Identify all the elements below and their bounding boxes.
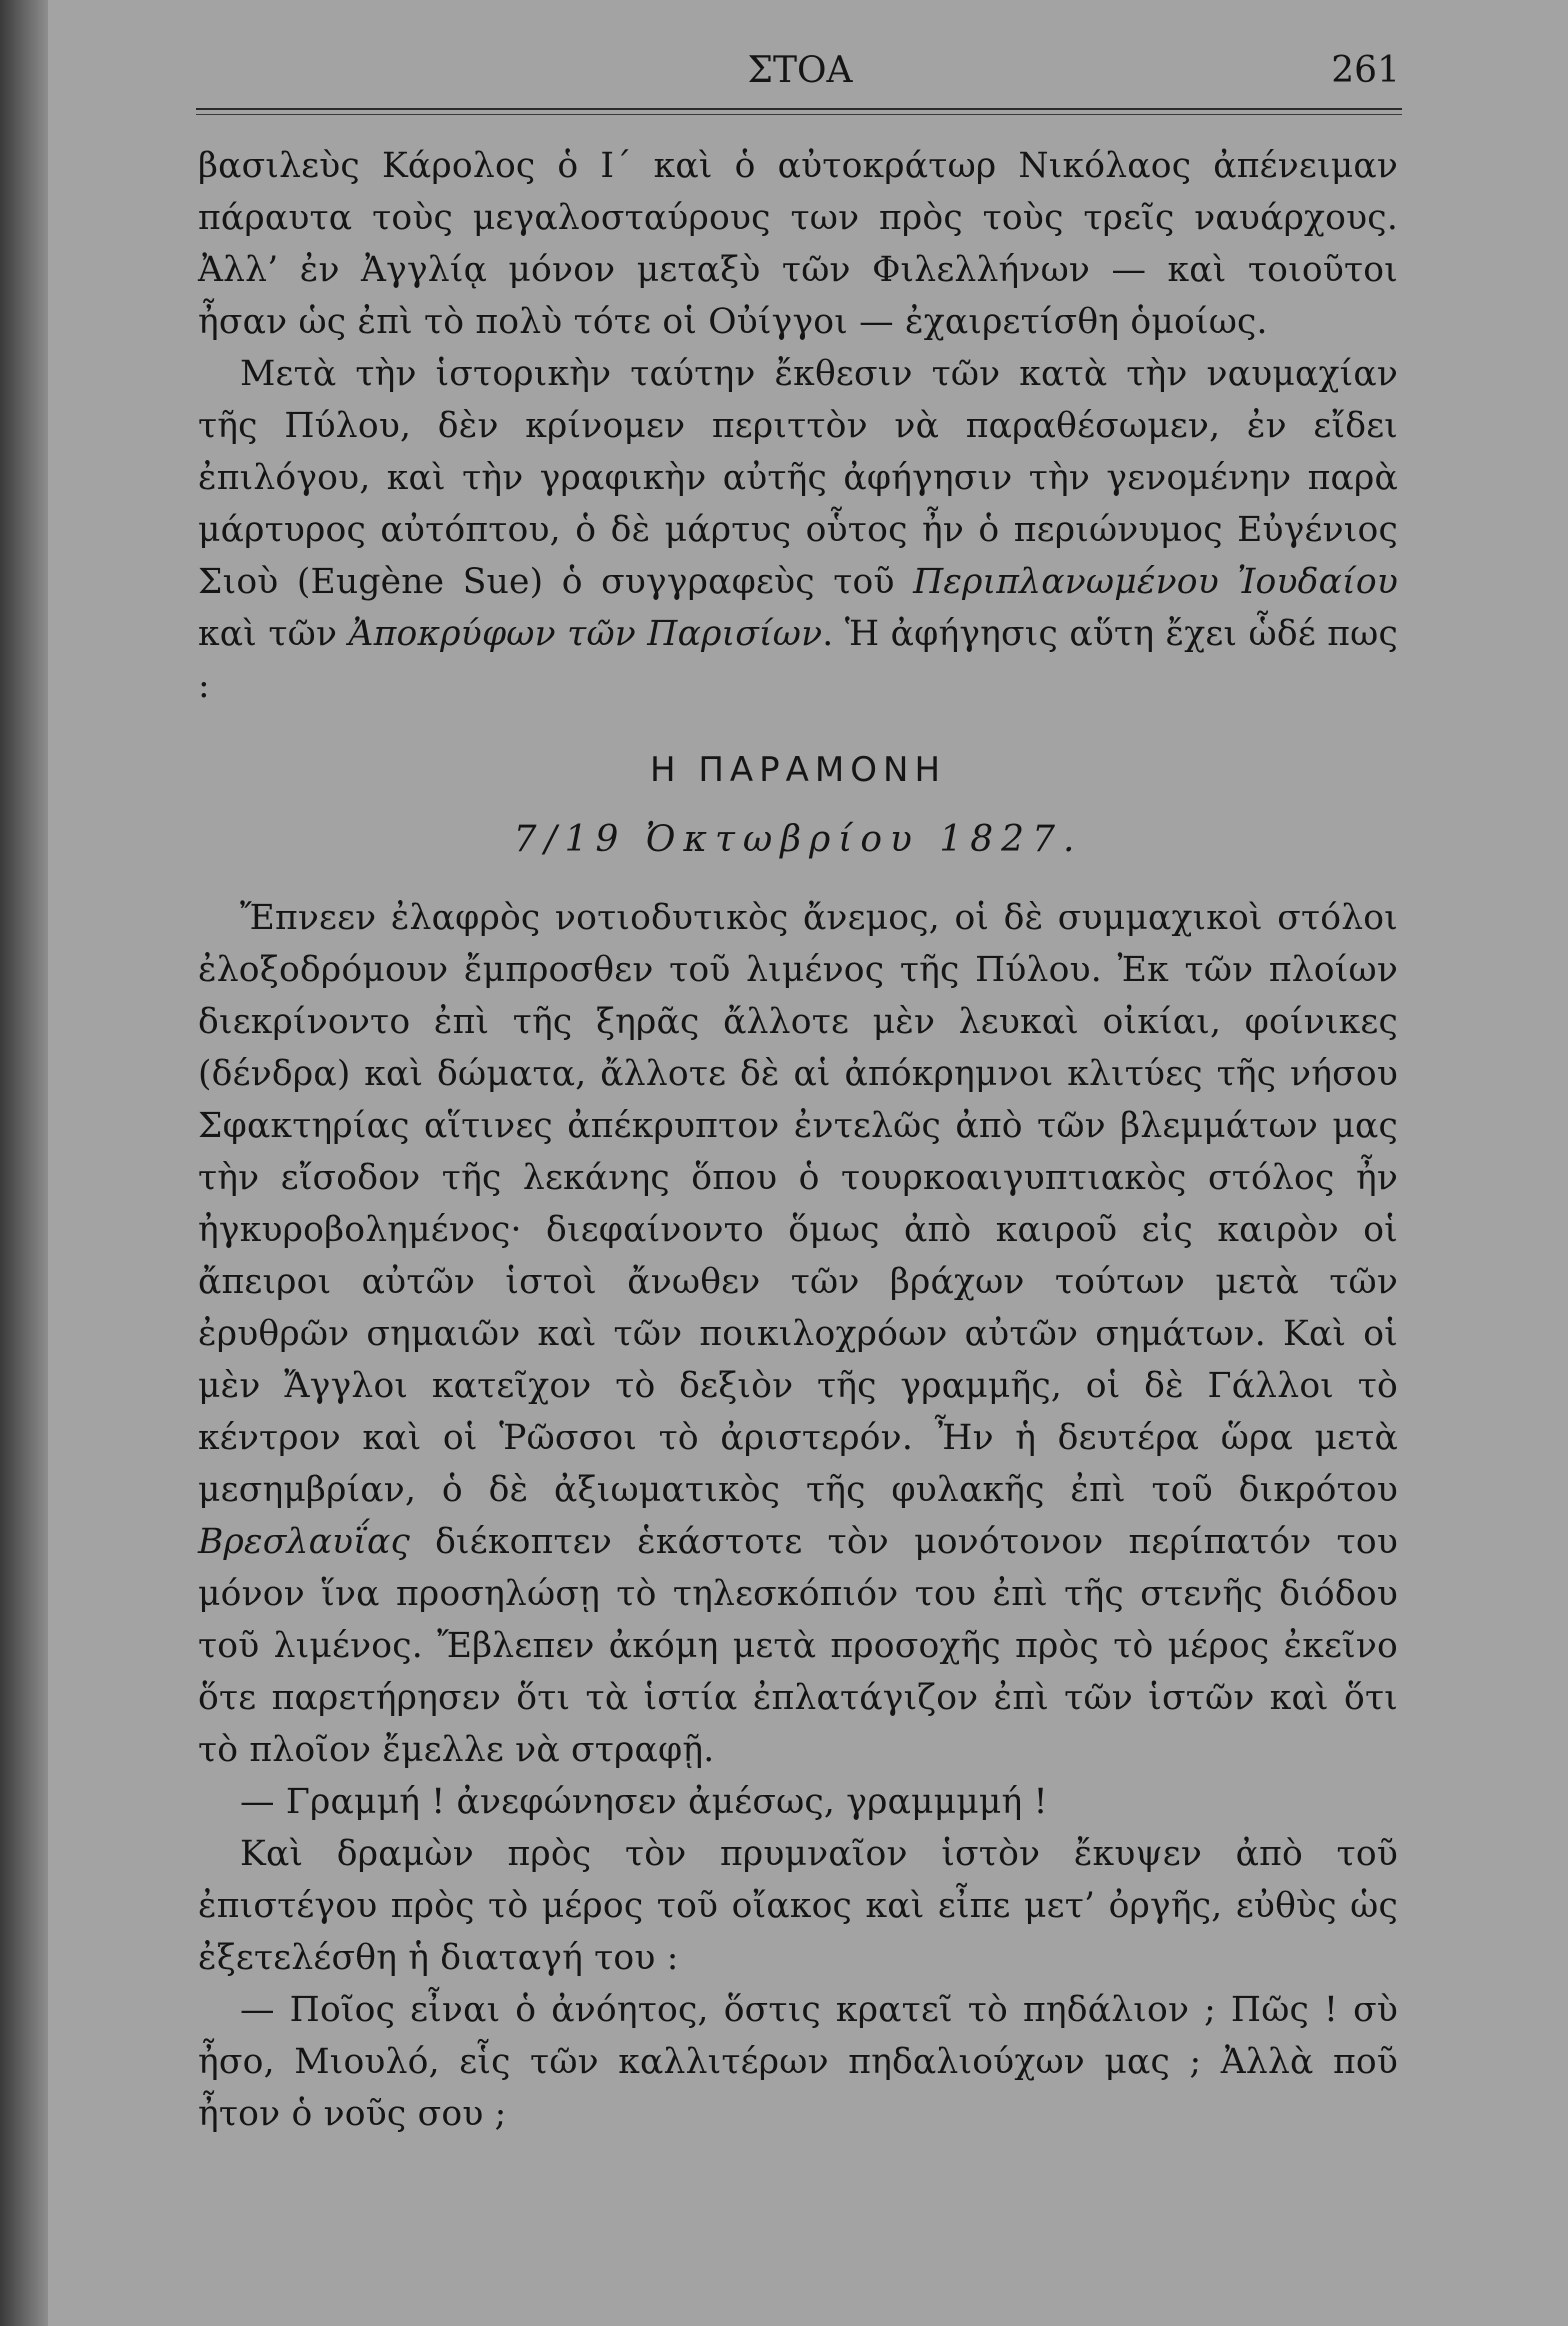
paragraph-5: Καὶ δραμὼν πρὸς τὸν πρυμναῖον ἱστὸν ἔκυψεν ἀπὸ τοῦ ἐπιστέγου πρὸς τὸ μέρος τοῦ οἴακος καὶ εἶπε μετ’ ὀργῆς, εὐθὺς ὡς ἐξετελέσθη ἡ διαταγή του : — [198, 1834, 1398, 1978]
book-spine-shadow — [0, 0, 48, 2326]
paragraph-3-text-a: Ἔπνεεν ἐλαφρὸς νοτιοδυτικὸς ἄνεμος, οἱ δὲ συμμαχικοὶ στόλοι ἐλοξοδρόμουν ἔμπροσθεν τοῦ λιμένος τῆς Πύλου. Ἐκ τῶν πλοίων διεκρίνοντο ἐπὶ τῆς ξηρᾶς ἄλλοτε μὲν λευκαὶ οἰκίαι, φοίνικες (δένδρα) καὶ δώματα, ἄλλοτε δὲ αἱ ἀπόκρημνοι κλιτύες τῆς νήσου Σφακτηρίας αἵτινες ἀπέκρυπτον ἐντελῶς ἀπὸ τῶν βλεμμάτων μας τὴν εἴσοδον τῆς λεκάνης ὅπου ὁ τουρκοαιγυπτιακὸς στόλος ἦν ἠγκυροβολημένος· διεφαίνοντο ὅμως ἀπὸ καιροῦ εἰς καιρὸν οἱ ἄπειροι αὐτῶν ἱστοὶ ἄνωθεν τῶν βράχων τούτων μετὰ τῶν ἐρυθρῶν σημαιῶν καὶ τῶν ποικιλοχρόων αὐτῶν σημάτων. Καὶ οἱ μὲν Ἄγγλοι κατεῖχον τὸ δεξιὸν τῆς γραμμῆς, οἱ δὲ Γάλλοι τὸ κέντρον καὶ οἱ Ῥῶσσοι τὸ ἀριστερόν. Ἦν ἡ δευτέρα ὥρα μετὰ μεσημβρίαν, ὁ δὲ ἀξιωματικὸς τῆς φυλακῆς ἐπὶ τοῦ δικρότου — [198, 898, 1398, 1510]
paragraph-6: — Ποῖος εἶναι ὁ ἀνόητος, ὅστις κρατεῖ τὸ πηδάλιον ; Πῶς ! σὺ ἦσο, Μιουλό, εἷς τῶν καλλιτέρων πηδαλιούχων μας ; Ἀλλὰ ποῦ ἦτον ὁ νοῦς σου ; — [198, 1990, 1398, 2134]
body-text — [198, 140, 1398, 2140]
paragraph-2-text-c: . Ἡ ἀφήγησις αὕτη ἔχει ὧδέ πως : — [198, 614, 1398, 706]
book-title-wandering-jew: Περιπλανωμένου Ἰουδαίου — [913, 562, 1398, 602]
paragraph-2 — [198, 348, 1398, 712]
paragraph-2-text-a: Μετὰ τὴν ἱστορικὴν ταύτην ἔκθεσιν τῶν κατὰ τὴν ναυμαχίαν τῆς Πύλου, δὲν κρίνομεν περιττὸν νὰ παραθέσωμεν, ἐν εἴδει ἐπιλόγου, καὶ τὴν γραφικὴν αὐτῆς ἀφήγησιν τὴν γενομένην παρὰ μάρτυρος αὐτόπτου, ὁ δὲ μάρτυς οὗτος ἦν ὁ περιώνυμος Εὐγένιος Σιοὺ (Eugène Sue) ὁ συγγραφεὺς τοῦ — [198, 354, 1398, 602]
paragraph-2-text-b: καὶ τῶν — [198, 614, 349, 654]
ship-name: Βρεσλαυΐας — [198, 1522, 410, 1562]
page-header — [200, 50, 1400, 100]
section-date: 7/19 Ὀκτωβρίου 1827. — [513, 819, 1083, 860]
paragraph-3 — [198, 892, 1398, 1776]
page-number: 261 — [1331, 50, 1400, 91]
header-rule — [196, 108, 1402, 115]
paragraph-1: βασιλεὺς Κάρολος ὁ Ι΄ καὶ ὁ αὐτοκράτωρ Νικόλαος ἀπένειμαν πάραυτα τοὺς μεγαλοσταύρους των πρὸς τοὺς τρεῖς ναυάρχους. Ἀλλ’ ἐν Ἀγγλίᾳ μόνον μεταξὺ τῶν Φιλελλήνων — καὶ τοιοῦτοι ἦσαν ὡς ἐπὶ τὸ πολὺ τότε οἱ Οὐίγγοι — ἐχαιρετίσθη ὁμοίως. — [198, 146, 1398, 342]
paragraph-3-text-b: διέκοπτεν ἑκάστοτε τὸν μονότονον περίπατόν του μόνον ἵνα προσηλώσῃ τὸ τηλεσκόπιόν του ἐπὶ τῆς στενῆς διόδου τοῦ λιμένος. Ἔβλεπεν ἀκόμη μετὰ προσοχῆς πρὸς τὸ μέρος ἐκεῖνο ὅτε παρετήρησεν ὅτι τὰ ἱστία ἐπλατάγιζον ἐπὶ τῶν ἱστῶν καὶ ὅτι τὸ πλοῖον ἔμελλε νὰ στραφῇ. — [198, 1522, 1398, 1770]
section-title: Η ΠΑΡΑΜΟΝΗ — [649, 750, 947, 790]
paragraph-4: — Γραμμή ! ἀνεφώνησεν ἀμέσως, γραμμμμή ! — [240, 1782, 1048, 1822]
running-title: ΣΤΟΑ — [747, 50, 853, 91]
book-title-mysteries-of-paris: Ἀποκρύφων τῶν Παρισίων — [348, 614, 823, 654]
